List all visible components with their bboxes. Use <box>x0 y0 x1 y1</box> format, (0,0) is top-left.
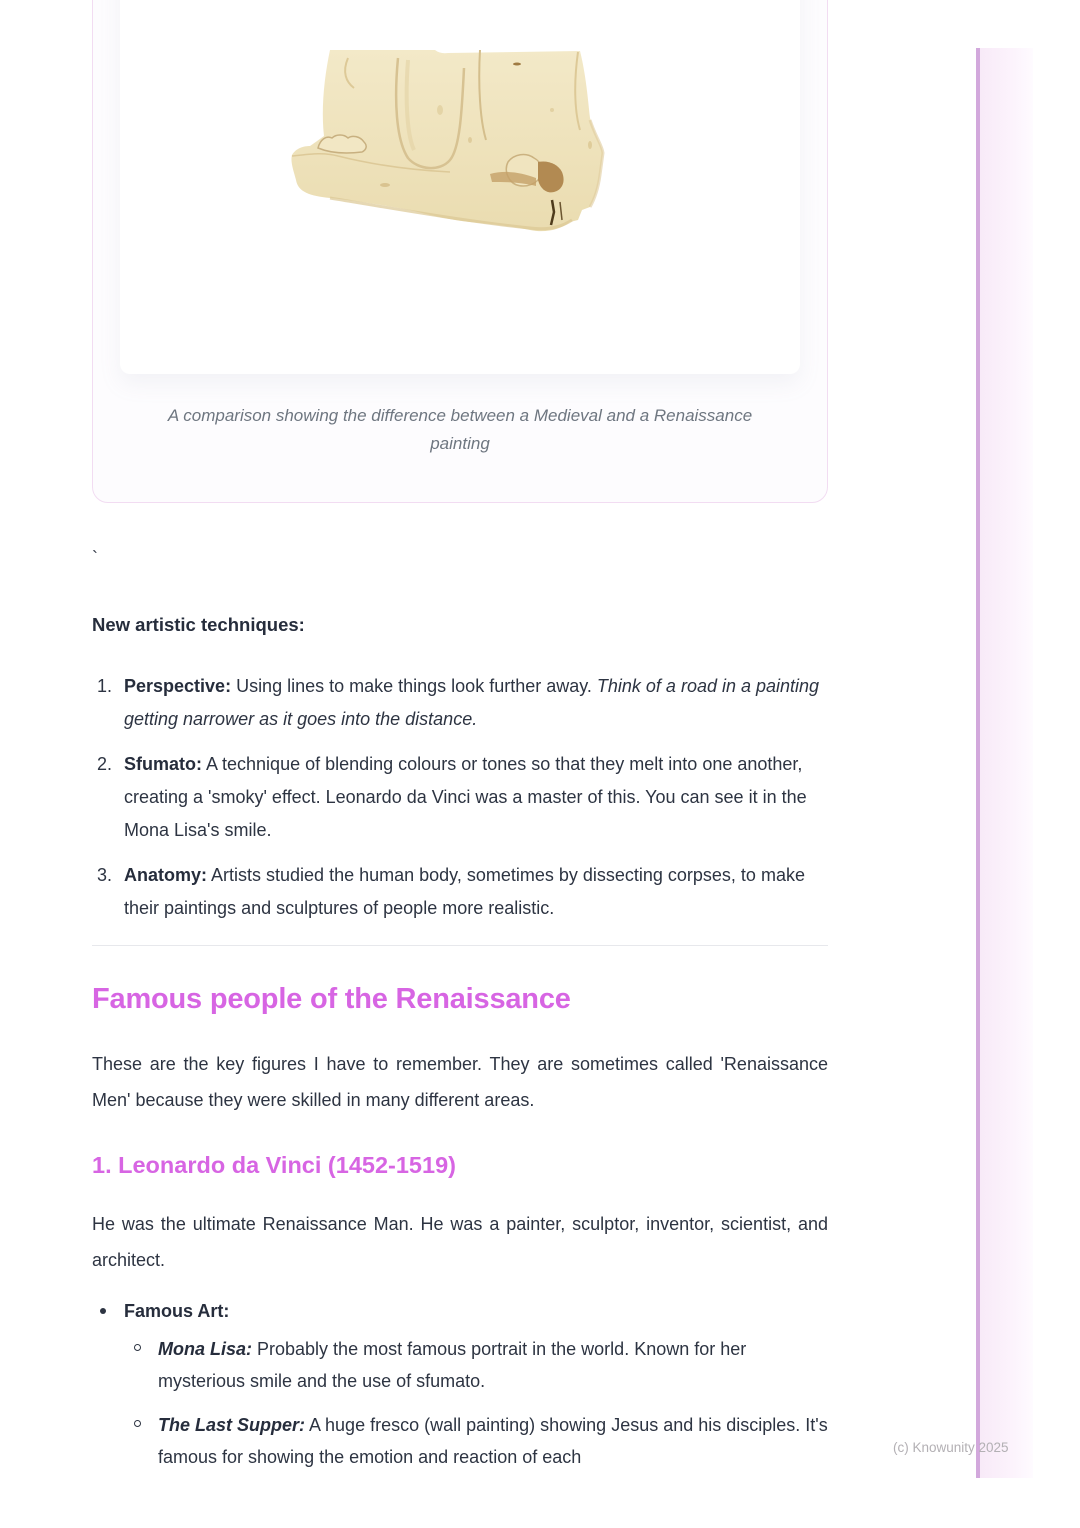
artwork-item-mona-lisa <box>124 1333 828 1397</box>
famous-art-label-item <box>92 1298 828 1473</box>
person-heading: 1. Leonardo da Vinci (1452-1519) <box>92 1152 456 1178</box>
famous-art-label: Famous Art: <box>124 1301 230 1321</box>
copyright-watermark: (c) Knowunity 2025 <box>893 1440 1009 1455</box>
artwork-title: Mona Lisa: <box>158 1339 253 1359</box>
famous-art-list <box>92 1298 828 1473</box>
person-intro: He was the ultimate Renaissance Man. He was a painter, sculptor, inventor, scientist, and architect. <box>92 1214 828 1270</box>
section-divider <box>92 945 828 946</box>
artwork-text: A huge fresco (wall painting) showing Jesus and his disciples. It's famous for showing the emotion and reaction of each <box>158 1415 828 1467</box>
figure-card <box>92 0 828 503</box>
technique-item-sfumato <box>92 748 828 847</box>
artworks-sublist <box>124 1333 828 1473</box>
technique-term: Perspective: <box>124 676 232 696</box>
figure-image <box>120 0 800 374</box>
technique-term: Anatomy: <box>124 865 208 885</box>
artwork-item-last-supper <box>124 1409 828 1473</box>
section-intro: These are the key figures I have to remember. They are sometimes called 'Renaissance Men' because they were skilled in many different areas. <box>92 1054 828 1110</box>
artwork-text: Probably the most famous portrait in the world. Known for her mysterious smile and the use of sfumato. <box>158 1339 747 1391</box>
techniques-list <box>92 670 828 925</box>
artwork-title: The Last Supper: <box>158 1415 306 1435</box>
figure-caption: A comparison showing the difference between a Medieval and a Renaissance painting <box>167 406 753 453</box>
section-heading: Famous people of the Renaissance <box>92 983 571 1015</box>
technique-text: Artists studied the human body, sometimes by dissecting corpses, to make their paintings and sculptures of people more realistic. <box>124 865 805 918</box>
technique-term: Sfumato: <box>124 754 202 774</box>
technique-item-perspective <box>92 670 828 736</box>
technique-text: A technique of blending colours or tones so that they melt into one another, creating a 'smoky' effect. Leonardo da Vinci was a master of this. You can see it in the Mona Lisa's smile. <box>124 754 807 840</box>
technique-item-anatomy <box>92 859 828 925</box>
techniques-heading: New artistic techniques: <box>92 614 305 635</box>
list-number: 2. <box>97 754 113 774</box>
stray-backtick: ` <box>92 548 98 568</box>
page-edge-strip <box>976 48 1033 1478</box>
technique-italic-text: Think of a road in a painting getting narrower as it goes into the distance. <box>124 676 820 729</box>
statue-image <box>290 50 610 235</box>
list-number: 1. <box>97 676 113 696</box>
document-content <box>92 0 828 1473</box>
technique-text: Using lines to make things look further away. <box>231 676 597 696</box>
list-number: 3. <box>97 865 113 885</box>
